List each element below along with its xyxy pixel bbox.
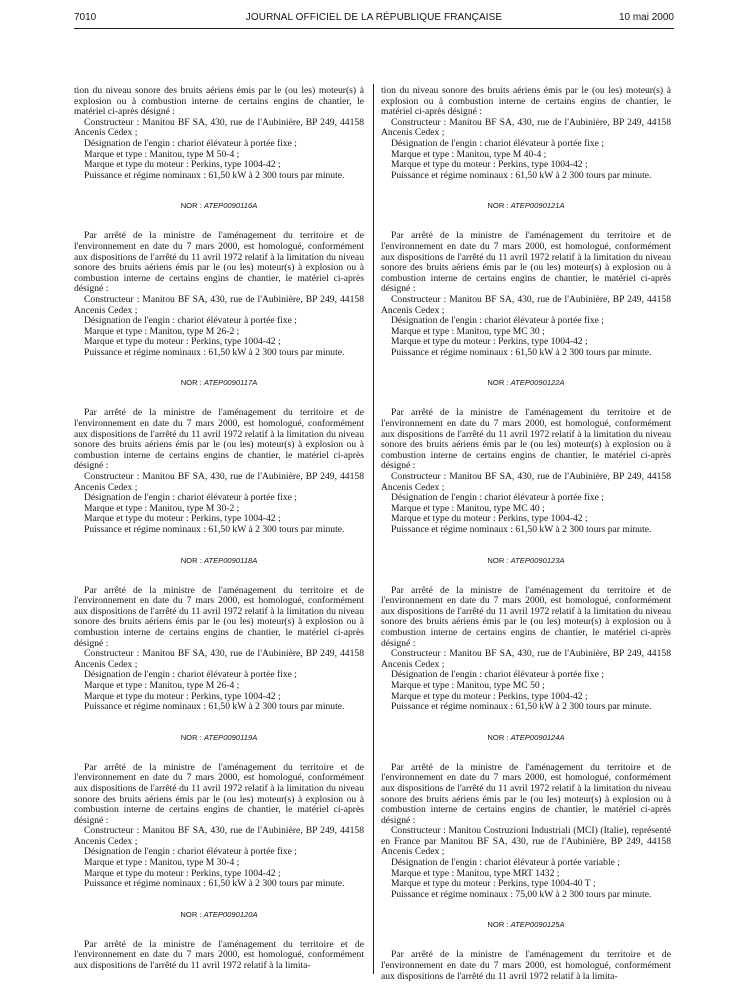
entry-puissance: Puissance et régime nominaux : 61,50 kW à 2 300 tours par minute. (84, 346, 345, 358)
entry-intro: Par arrêté de la ministre de l'aménagement du territoire et de l'environnement en date du 7 mars 2000, est homologué, conformément aux dispositions de l'arrêté du 11 avril 1972 relatif à la limitation du niveau sonore des bruits aériens émis par le (ou les) moteur(s) à explosion ou à combustion interne de certains engins de chantier, le matériel ci-après désigné : (381, 230, 671, 295)
entry-intro: Par arrêté de la ministre de l'aménagement du territoire et de l'environnement en date du 7 mars 2000, est homologué, conformément aux dispositions de l'arrêté du 11 avril 1972 relatif à la limitation du niveau sonore des bruits aériens émis par le (ou les) moteur(s) à explosion ou à combustion interne de certains engins de chantier, le matériel ci-après désigné : (74, 761, 364, 826)
arrete-entry (74, 378, 364, 535)
entry-intro: Par arrêté de la ministre de l'aménagement du territoire et de l'environnement en date du 7 mars 2000, est homologué, conformément aux dispositions de l'arrêté du 11 avril 1972 relatif à la limitation du niveau sonore des bruits aériens émis par le (ou les) moteur(s) à explosion ou à combustion interne de certains engins de chantier, le matériel ci-après désigné : (381, 584, 671, 649)
entry-moteur: Marque et type du moteur : Perkins, type 1004-40 T ; (391, 878, 596, 890)
entry-puissance: Puissance et régime nominaux : 75,00 kW à 2 300 tours par minute. (391, 888, 652, 900)
entry-moteur: Marque et type du moteur : Perkins, type 1004-42 ; (391, 336, 588, 348)
nor-reference: NOR : ATEP0090119A (180, 732, 258, 742)
arrete-entry (381, 920, 671, 982)
entry-constructeur: Constructeur : Manitou BF SA, 430, rue de l'Aubinière, BP 249, 44158 Ancenis Cedex ; (381, 293, 671, 316)
entry-constructeur: Constructeur : Manitou BF SA, 430, rue de l'Aubinière, BP 249, 44158 Ancenis Cedex ; (381, 471, 671, 493)
entry-marque: Marque et type : Manitou, type M 26-4 ; (84, 679, 240, 691)
entry-puissance: Puissance et régime nominaux : 61,50 kW à 2 300 tours par minute. (84, 878, 345, 890)
entry-designation: Désignation de l'engin : chariot élévateur à portée fixe ; (391, 315, 604, 327)
entry-designation: Désignation de l'engin : chariot élévateur à portée fixe ; (84, 846, 297, 858)
arrete-entry (74, 201, 364, 358)
entry-puissance: Puissance et régime nominaux : 61,50 kW à 2 300 tours par minute. (391, 524, 652, 535)
entry-constructeur: Constructeur : Manitou BF SA, 430, rue de l'Aubinière, BP 249, 44158 Ancenis Cedex ; (381, 648, 671, 670)
entry-designation: Désignation de l'engin : chariot élévateur à portée fixe ; (84, 137, 297, 149)
entry-marque: Marque et type : Manitou, type M 30-4 ; (84, 857, 240, 869)
column-divider (373, 84, 374, 974)
arrete-entry (74, 733, 364, 890)
entry-intro: tion du niveau sonore des bruits aériens émis par le (ou les) moteur(s) à explosion ou à combustion interne de certains engins de chantier, le matériel ci-après désigné : (381, 85, 671, 118)
entry-intro: Par arrêté de la ministre de l'aménagement du territoire et de l'environnement en date du 7 mars 2000, est homologué, conformément aux dispositions de l'arrêté du 11 avril 1972 relatif à la limitation du niveau sonore des bruits aériens émis par le (ou les) moteur(s) à explosion ou à combustion interne de certains engins de chantier, le matériel ci-après désigné : (74, 407, 364, 472)
page-header (74, 12, 674, 28)
entry-moteur: Marque et type du moteur : Perkins, type 1004-42 ; (391, 513, 588, 525)
entry-continuation (381, 86, 671, 181)
entry-marque: Marque et type : Manitou, type M 40-4 ; (391, 148, 547, 160)
entry-constructeur: Constructeur : Manitou BF SA, 430, rue de l'Aubinière, BP 249, 44158 Ancenis Cedex ; (74, 648, 364, 670)
entry-designation: Désignation de l'engin : chariot élévateur à portée variable ; (391, 857, 620, 869)
entry-puissance: Puissance et régime nominaux : 61,50 kW à 2 300 tours par minute. (391, 346, 652, 358)
entry-intro: tion du niveau sonore des bruits aériens émis par le (ou les) moteur(s) à explosion ou à combustion interne de certains engins de chantier, le matériel ci-après désigné : (74, 85, 364, 118)
entry-puissance: Puissance et régime nominaux : 61,50 kW à 2 300 tours par minute. (84, 169, 345, 181)
entry-marque: Marque et type : Manitou, type M 50-4 ; (84, 148, 240, 160)
entry-constructeur: Constructeur : Manitou BF SA, 430, rue de l'Aubinière, BP 249, 44158 Ancenis Cedex ; (74, 471, 364, 493)
entry-puissance: Puissance et régime nominaux : 61,50 kW à 2 300 tours par minute. (391, 701, 652, 713)
entry-intro: Par arrêté de la ministre de l'aménagement du territoire et de l'environnement en date du 7 mars 2000, est homologué, conformément aux dispositions de l'arrêté du 11 avril 1972 relatif à la limitation du niveau sonore des bruits aériens émis par le (ou les) moteur(s) à explosion ou à combustion interne de certains engins de chantier, le matériel ci-après désigné : (74, 584, 364, 649)
right-column (381, 86, 671, 982)
issue-date: 10 mai 2000 (618, 12, 674, 23)
entry-moteur: Marque et type du moteur : Perkins, type 1004-42 ; (84, 336, 281, 348)
entry-moteur: Marque et type du moteur : Perkins, type 1004-42 ; (84, 513, 281, 525)
entry-marque: Marque et type : Manitou, type M 26-2 ; (84, 325, 240, 337)
entry-designation: Désignation de l'engin : chariot élévateur à portée fixe ; (391, 137, 604, 149)
entry-puissance: Puissance et régime nominaux : 61,50 kW à 2 300 tours par minute. (84, 701, 345, 713)
entry-constructeur: Constructeur : Manitou Costruzioni Industriali (MCI) (Italie), représenté en France par Manitou BF SA, 430, rue de l'Aubinière, BP 249, 44158 Ancenis Cedex ; (381, 825, 671, 858)
arrete-entry (74, 910, 364, 972)
nor-reference: NOR : ATEP0090125A (487, 920, 565, 930)
arrete-entry (381, 201, 671, 358)
entry-marque: Marque et type : Manitou, type MRT 1432 ; (391, 867, 560, 879)
header-rule (74, 28, 674, 29)
entry-marque: Marque et type : Manitou, type MC 30 ; (391, 325, 545, 337)
entry-designation: Désignation de l'engin : chariot élévateur à portée fixe ; (84, 492, 297, 504)
entry-marque: Marque et type : Manitou, type MC 50 ; (391, 679, 545, 691)
nor-reference: NOR : ATEP0090122A (487, 378, 565, 388)
nor-reference: NOR : ATEP0090124A (487, 732, 565, 742)
arrete-entry (74, 556, 364, 713)
nor-reference: NOR : ATEP0090116A (180, 201, 258, 211)
entry-designation: Désignation de l'engin : chariot élévateur à portée fixe ; (84, 315, 297, 327)
entry-marque: Marque et type : Manitou, type MC 40 ; (391, 502, 545, 514)
entry-intro: Par arrêté de la ministre de l'aménagement du territoire et de l'environnement en date du 7 mars 2000, est homologué, conformément aux dispositions de l'arrêté du 11 avril 1972 relatif à la limitation du niveau sonore des bruits aériens émis par le (ou les) moteur(s) à explosion ou à combustion interne de certains engins de chantier, le matériel ci-après désigné : (74, 230, 364, 295)
entry-moteur: Marque et type du moteur : Perkins, type 1004-42 ; (84, 867, 281, 879)
entry-moteur: Marque et type du moteur : Perkins, type 1004-42 ; (84, 690, 281, 702)
entry-moteur: Marque et type du moteur : Perkins, type 1004-42 ; (391, 690, 588, 702)
entry-constructeur: Constructeur : Manitou BF SA, 430, rue de l'Aubinière, BP 249, 44158 Ancenis Cedex ; (74, 116, 364, 139)
entry-designation: Désignation de l'engin : chariot élévateur à portée fixe ; (391, 669, 604, 681)
entry-designation: Désignation de l'engin : chariot élévateur à portée fixe ; (391, 492, 604, 504)
nor-reference: NOR : ATEP0090123A (487, 555, 565, 565)
entry-puissance: Puissance et régime nominaux : 61,50 kW à 2 300 tours par minute. (391, 169, 652, 181)
entry-intro: Par arrêté de la ministre de l'aménagement du territoire et de l'environnement en date du 7 mars 2000, est homologué, conformément aux dispositions de l'arrêté du 11 avril 1972 relatif à la limitation du niveau sonore des bruits aériens émis par le (ou les) moteur(s) à explosion ou à combustion interne de certains engins de chantier, le matériel ci-après désigné : (381, 407, 671, 472)
entry-constructeur: Constructeur : Manitou BF SA, 430, rue de l'Aubinière, BP 249, 44158 Ancenis Cedex ; (381, 116, 671, 139)
entry-marque: Marque et type : Manitou, type M 30-2 ; (84, 502, 240, 514)
journal-title: JOURNAL OFFICIEL DE LA RÉPUBLIQUE FRANÇAISE (245, 12, 503, 23)
entry-designation: Désignation de l'engin : chariot élévateur à portée fixe ; (84, 669, 297, 681)
entry-moteur: Marque et type du moteur : Perkins, type 1004-42 ; (84, 159, 281, 171)
entry-continuation (74, 86, 364, 181)
left-column (74, 86, 364, 972)
entry-intro: Par arrêté de la ministre de l'aménagement du territoire et de l'environnement en date du 7 mars 2000, est homologué, conformément aux dispositions de l'arrêté du 11 avril 1972 relatif à la limitation du niveau sonore des bruits aériens émis par le (ou les) moteur(s) à explosion ou à combustion interne de certains engins de chantier, le matériel ci-après désigné : (381, 761, 671, 826)
entry-intro: Par arrêté de la ministre de l'aménagement du territoire et de l'environnement en date du 7 mars 2000, est homologué, conformément aux dispositions de l'arrêté du 11 avril 1972 relatif à la limita- (74, 938, 364, 972)
nor-reference: NOR : ATEP0090117A (180, 378, 258, 388)
page-number: 7010 (74, 12, 97, 23)
arrete-entry (381, 378, 671, 535)
entry-constructeur: Constructeur : Manitou BF SA, 430, rue de l'Aubinière, BP 249, 44158 Ancenis Cedex ; (74, 825, 364, 847)
entry-moteur: Marque et type du moteur : Perkins, type 1004-42 ; (391, 159, 588, 171)
arrete-entry (381, 556, 671, 713)
nor-reference: NOR : ATEP0090120A (180, 909, 258, 919)
nor-reference: NOR : ATEP0090121A (487, 201, 565, 211)
arrete-entry (381, 733, 671, 901)
entry-puissance: Puissance et régime nominaux : 61,50 kW à 2 300 tours par minute. (84, 524, 345, 535)
entry-intro: Par arrêté de la ministre de l'aménagement du territoire et de l'environnement en date du 7 mars 2000, est homologué, conformément aux dispositions de l'arrêté du 11 avril 1972 relatif à la limita- (381, 949, 671, 982)
nor-reference: NOR : ATEP0090118A (180, 555, 258, 565)
entry-constructeur: Constructeur : Manitou BF SA, 430, rue de l'Aubinière, BP 249, 44158 Ancenis Cedex ; (74, 293, 364, 316)
